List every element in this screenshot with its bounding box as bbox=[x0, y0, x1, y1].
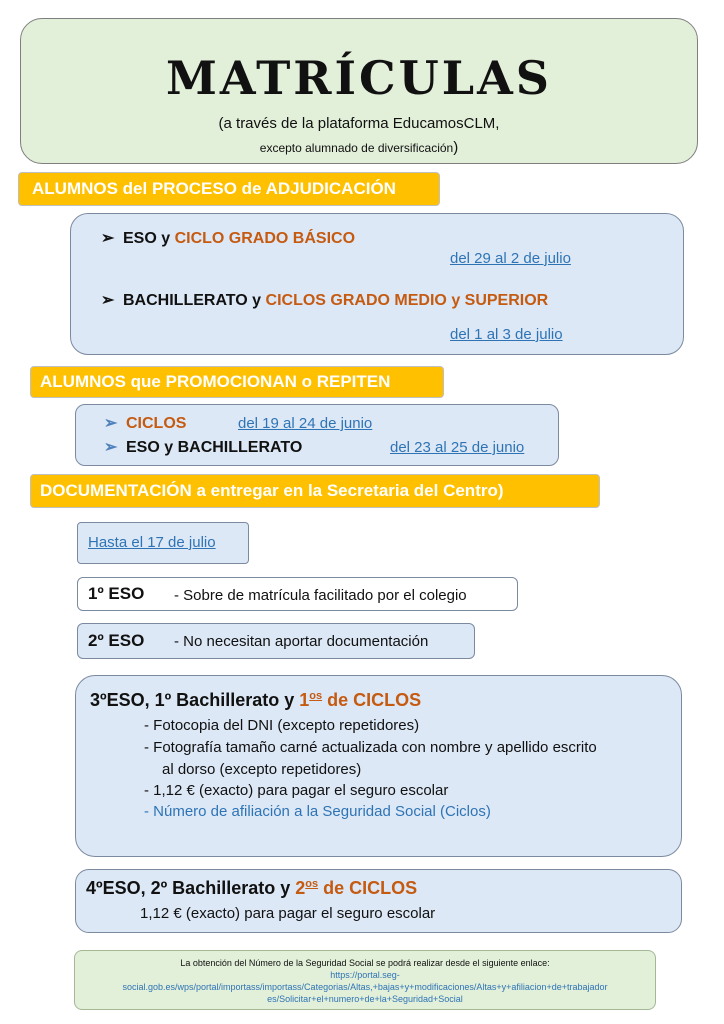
deadline-box bbox=[77, 522, 249, 564]
adjudicacion-date-1[interactable]: del 29 al 2 de julio bbox=[450, 250, 571, 267]
subtitle-exception-text: excepto alumnado de diversificación bbox=[259, 141, 454, 155]
heading-adjudicacion-label: ALUMNOS del PROCESO de ADJUDICACIÓN bbox=[32, 179, 396, 198]
item-eso-text: ESO y bbox=[123, 230, 175, 247]
heading-adjudicacion bbox=[18, 172, 440, 206]
heading-promocionan bbox=[30, 366, 444, 398]
group3-title-a: 3ºESO, 1º Bachillerato y bbox=[90, 690, 300, 710]
group3-line-1: - Fotocopia del DNI (excepto repetidores) bbox=[144, 717, 420, 734]
adjudicacion-box bbox=[70, 213, 684, 355]
group3-line-4: - 1,12 € (exacto) para pagar el seguro escolar bbox=[144, 782, 449, 799]
eso1-label: 1º ESO bbox=[88, 584, 145, 603]
promocionan-item-ciclos bbox=[104, 413, 186, 433]
group4-title-a: 4ºESO, 2º Bachillerato y bbox=[86, 878, 296, 898]
item-ciclo-basico-text: CICLO GRADO BÁSICO bbox=[174, 230, 356, 247]
group4-title-b: de CICLOS bbox=[318, 878, 418, 898]
adjudicacion-date-2[interactable]: del 1 al 3 de julio bbox=[450, 326, 563, 343]
item-bachillerato-text: BACHILLERATO y bbox=[123, 292, 266, 309]
arrow-bullet-icon: ➢ bbox=[101, 292, 115, 309]
eso1-box bbox=[77, 577, 518, 611]
group4-box bbox=[75, 869, 682, 933]
footer-link-1[interactable]: https://portal.seg- bbox=[330, 970, 400, 980]
heading-documentacion bbox=[30, 474, 600, 508]
footer-line-1: La obtención del Número de la Seguridad Social se podrá realizar desde el siguiente enlace: bbox=[180, 958, 550, 968]
arrow-bullet-icon: ➢ bbox=[104, 439, 118, 456]
promocionan-item-eso-bach bbox=[104, 437, 302, 457]
group4-sup: os bbox=[305, 878, 319, 890]
page-title: MATRÍCULAS bbox=[165, 51, 553, 105]
deadline-text[interactable]: Hasta el 17 de julio bbox=[88, 534, 216, 551]
group4-title-num bbox=[295, 878, 318, 898]
group3-title bbox=[90, 690, 421, 711]
subtitle-platform: (a través de la plataforma EducamosCLM, bbox=[218, 115, 500, 132]
footer-box bbox=[74, 950, 656, 1010]
group4-title bbox=[86, 878, 417, 899]
footer-text bbox=[75, 957, 655, 1005]
group3-sup: os bbox=[309, 690, 323, 702]
promocionan-date-1[interactable]: del 19 al 24 de junio bbox=[238, 415, 373, 432]
footer-link-2[interactable]: social.gob.es/wps/portal/importass/importass/Categorias/Altas,+bajas+y+modificaciones/Altas+y+afiliacion+de+trabajador bbox=[122, 982, 608, 992]
eso2-label: 2º ESO bbox=[88, 631, 145, 650]
eso2-text: - No necesitan aportar documentación bbox=[174, 633, 429, 650]
group3-line-2: - Fotografía tamaño carné actualizada con nombre y apellido escrito bbox=[144, 739, 597, 756]
group3-line-3: al dorso (excepto repetidores) bbox=[162, 761, 362, 778]
footer-link-3[interactable]: es/Solicitar+el+numero+de+la+Seguridad+Social bbox=[267, 994, 463, 1004]
eso2-box bbox=[77, 623, 475, 659]
item-ciclos-medio-superior-text: CICLOS GRADO MEDIO y SUPERIOR bbox=[265, 292, 549, 309]
subtitle-close-paren: ) bbox=[453, 139, 459, 156]
group3-title-num bbox=[299, 690, 322, 710]
adjudicacion-item-bachillerato bbox=[101, 290, 548, 310]
subtitle-exception bbox=[21, 139, 697, 156]
heading-promocionan-label: ALUMNOS que PROMOCIONAN o REPITEN bbox=[40, 372, 391, 391]
eso1-text: - Sobre de matrícula facilitado por el colegio bbox=[174, 587, 467, 604]
promocionan-date-2[interactable]: del 23 al 25 de junio bbox=[390, 439, 525, 456]
group3-box bbox=[75, 675, 682, 857]
group3-line-5: - Número de afiliación a la Seguridad Social (Ciclos) bbox=[144, 803, 491, 820]
title-box bbox=[20, 18, 698, 164]
group3-title-b: de CICLOS bbox=[322, 690, 422, 710]
footer-link[interactable] bbox=[75, 969, 655, 1005]
item-eso-bach-text: ESO y BACHILLERATO bbox=[126, 439, 303, 456]
adjudicacion-item-eso bbox=[101, 228, 355, 248]
item-ciclos-text: CICLOS bbox=[126, 415, 187, 432]
arrow-bullet-icon: ➢ bbox=[101, 230, 115, 247]
heading-documentacion-label: DOCUMENTACIÓN a entregar en la Secretaria del Centro) bbox=[40, 481, 504, 500]
promocionan-box bbox=[75, 404, 559, 466]
arrow-bullet-icon: ➢ bbox=[104, 415, 118, 432]
group4-line-1: 1,12 € (exacto) para pagar el seguro escolar bbox=[140, 905, 436, 922]
group4-num: 2 bbox=[295, 878, 306, 898]
group3-num: 1 bbox=[299, 690, 310, 710]
